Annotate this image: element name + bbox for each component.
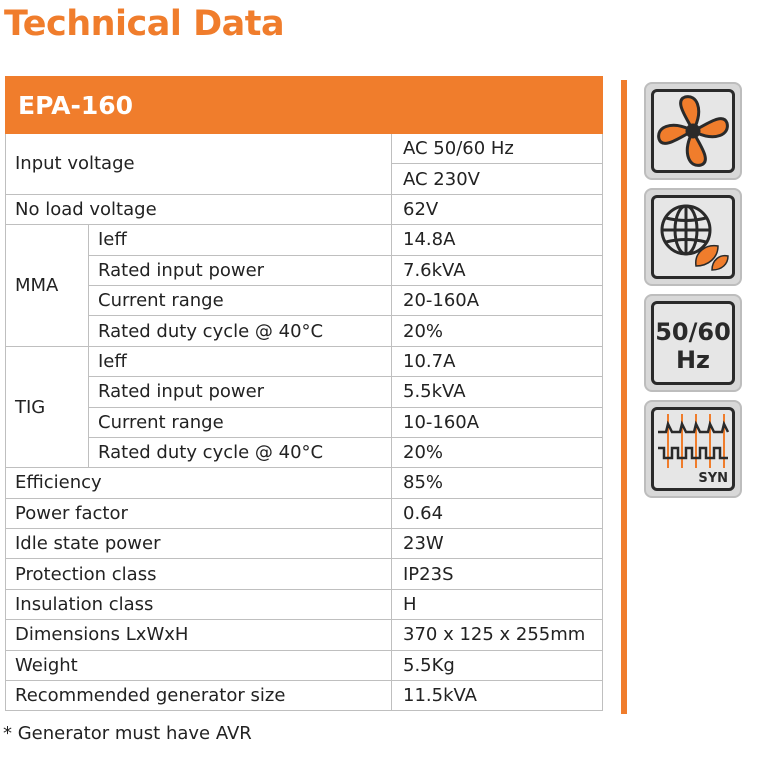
table-row: [6, 437, 603, 467]
footnote: * Generator must have AVR: [3, 723, 252, 744]
row-value: 370 x 125 x 255mm: [392, 620, 603, 650]
row-value: 20-160A: [392, 285, 603, 315]
group-label-tig: TIG: [6, 346, 89, 468]
syn-icon-frame: [651, 407, 735, 491]
row-label: Rated input power: [89, 377, 392, 407]
row-value: 5.5kVA: [392, 377, 603, 407]
eco-globe-icon-graphic: [654, 198, 732, 276]
table-header-row: [6, 77, 603, 134]
row-value: IP23S: [392, 559, 603, 589]
row-label: Ieff: [89, 225, 392, 255]
fan-icon-graphic: [654, 92, 732, 170]
table-row: [6, 620, 603, 650]
row-value: H: [392, 589, 603, 619]
table-row: [6, 559, 603, 589]
row-value: 85%: [392, 468, 603, 498]
row-label: Ieff: [89, 346, 392, 376]
table-row: [6, 255, 603, 285]
row-label: Insulation class: [6, 589, 392, 619]
frequency-icon: [644, 294, 742, 392]
eco-globe-icon-frame: [651, 195, 735, 279]
table-row: [6, 407, 603, 437]
spec-table: [5, 76, 603, 711]
row-label: Input voltage: [6, 134, 392, 195]
page-title: Technical Data: [4, 4, 285, 44]
row-label: Weight: [6, 650, 392, 680]
model-name: EPA-160: [6, 77, 603, 134]
row-value: 11.5kVA: [392, 681, 603, 711]
syn-icon: [644, 400, 742, 498]
row-label: Rated duty cycle @ 40°C: [89, 316, 392, 346]
table-row: [6, 650, 603, 680]
table-row: [6, 681, 603, 711]
row-label: Current range: [89, 285, 392, 315]
eco-globe-icon: [644, 188, 742, 286]
table-row: [6, 468, 603, 498]
table-row: [6, 346, 603, 376]
row-value: AC 230V: [392, 164, 603, 194]
row-value: 7.6kVA: [392, 255, 603, 285]
row-value: 0.64: [392, 498, 603, 528]
row-label: Rated input power: [89, 255, 392, 285]
fan-icon-frame: [651, 89, 735, 173]
frequency-unit: Hz: [675, 346, 711, 374]
table-row: [6, 316, 603, 346]
table-row: [6, 529, 603, 559]
row-label: Power factor: [6, 498, 392, 528]
row-value: 20%: [392, 316, 603, 346]
row-label: Dimensions LxWxH: [6, 620, 392, 650]
row-label: Protection class: [6, 559, 392, 589]
table-row: [6, 134, 603, 164]
accent-divider: [621, 80, 627, 714]
table-row: [6, 194, 603, 224]
row-value: 5.5Kg: [392, 650, 603, 680]
row-value: 10.7A: [392, 346, 603, 376]
frequency-label: 50/60: [655, 318, 731, 346]
row-value: 23W: [392, 529, 603, 559]
row-label: Efficiency: [6, 468, 392, 498]
table-row: [6, 225, 603, 255]
row-label: Idle state power: [6, 529, 392, 559]
table-row: [6, 285, 603, 315]
row-value: 20%: [392, 437, 603, 467]
table-row: [6, 498, 603, 528]
row-label: No load voltage: [6, 194, 392, 224]
group-label-mma: MMA: [6, 225, 89, 347]
row-label: Rated duty cycle @ 40°C: [89, 437, 392, 467]
frequency-icon-frame: [651, 301, 735, 385]
row-label: Current range: [89, 407, 392, 437]
syn-label: SYN: [698, 471, 728, 486]
row-value: 62V: [392, 194, 603, 224]
fan-icon: [644, 82, 742, 180]
row-value: 10-160A: [392, 407, 603, 437]
row-value: AC 50/60 Hz: [392, 134, 603, 164]
table-row: [6, 377, 603, 407]
row-label: Recommended generator size: [6, 681, 392, 711]
table-row: [6, 589, 603, 619]
row-value: 14.8A: [392, 225, 603, 255]
